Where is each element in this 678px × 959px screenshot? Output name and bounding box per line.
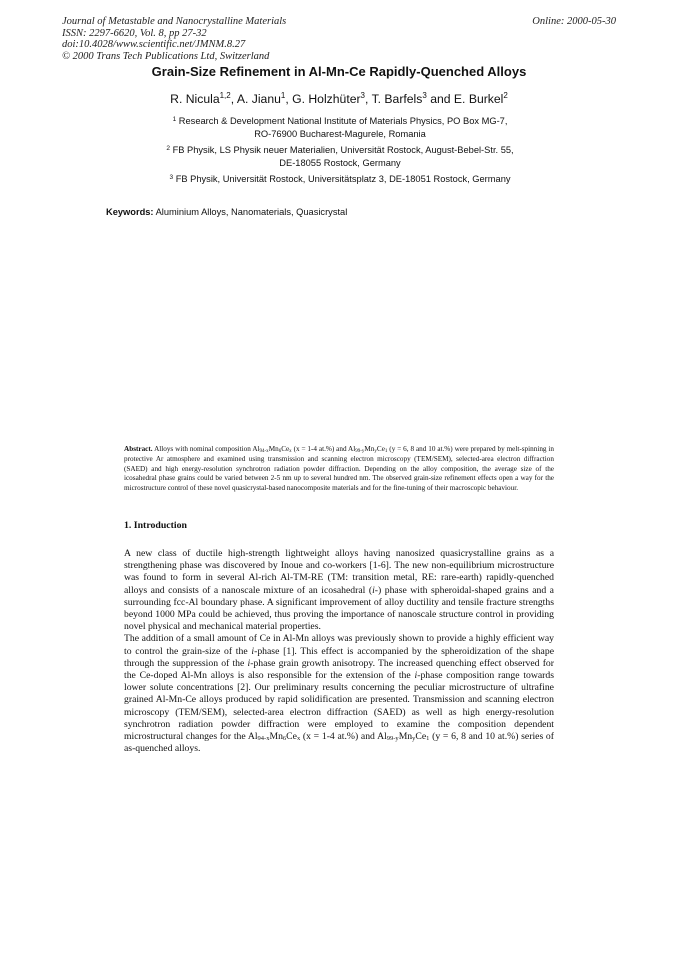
paper-title: Grain-Size Refinement in Al-Mn-Ce Rapidly-Quenched Alloys bbox=[151, 64, 527, 79]
affiliation-mark: 1 bbox=[172, 116, 177, 123]
affiliation-line: Research & Development National Institute of Materials Physics, PO Box MG-7, bbox=[178, 116, 508, 126]
intro-text: A new class of ductile high-strength lightweight alloys having nanosized quasicrystalline grains as a strengthening phase was discovered by Inoue and co-workers [1-6]. The new non-equilibrium microstructure was found to form in several Al-rich Al-TM-RE (TM: transition metal, RE: rare-earth) rapidly-quenched alloys and consists of a nanoscale mixture of an icosahedral ( bbox=[124, 548, 554, 596]
affiliation-2 bbox=[110, 144, 570, 169]
author-affiliation-mark: 2 bbox=[503, 91, 508, 100]
abstract-subscript: 1 bbox=[384, 449, 388, 454]
author-affiliation-mark: 3 bbox=[360, 91, 365, 100]
abstract-subscript: 94-x bbox=[259, 449, 269, 454]
intro-italic: i bbox=[251, 645, 255, 657]
abstract-label: Abstract. bbox=[124, 445, 153, 453]
affiliation-line: DE-18055 Rostock, Germany bbox=[279, 157, 401, 168]
affiliation-mark: 2 bbox=[166, 145, 170, 152]
intro-text: Mn bbox=[398, 731, 413, 743]
author-separator: , bbox=[230, 92, 237, 106]
abstract-text: (y = 6, 8 and 10 at.%) were prepared by melt-spinning in protective Ar atmosphere and examined using transmission and scanning electron microscopy (TEM/SEM), selected-area electron diffraction (SAED) and high energy-resolution synchrotron radiation powder diffraction. Depending on the alloy composition, the average size of the icosahedral phase grains could be varied between 2-5 nm up to several hundred nm. The observed grain-size refinement effects open a way for the microstructure control of these novel quasicrystal-based nanocomposite materials and for the fine-tuning of their macroscopic behaviour. bbox=[124, 445, 555, 493]
intro-subscript: 6 bbox=[282, 735, 287, 743]
intro-paragraph-1 bbox=[124, 548, 554, 633]
abstract-subscript: y bbox=[374, 449, 377, 454]
author-affiliation-mark: 3 bbox=[422, 91, 427, 100]
author-separator: , bbox=[365, 92, 372, 106]
intro-text: The addition of a small amount of Ce in Al-Mn alloys was previously shown to provide a highly efficient way to control the grain-size of the bbox=[124, 633, 554, 657]
abstract-subscript: 99-y bbox=[355, 449, 365, 454]
author-separator: and bbox=[426, 92, 454, 106]
affiliation-line: FB Physik, Universität Rostock, Universitätsplatz 3, DE-18051 Rostock, Germany bbox=[175, 174, 511, 184]
intro-text: -phase composition range towards lower solute concentrations [2]. Our preliminary results concerning the peculiar microstructure of ultrafine grained Al-Mn-Ce alloys produced by rapid solidification are presented. Transmission and scanning electron microscopy (TEM/SEM), selected-area electron diffraction (SAED) as well as high energy-resolution synchrotron radiation powder diffraction were employed to examine the composition dependent microstructural changes for the Al bbox=[124, 670, 555, 743]
intro-italic: i bbox=[414, 670, 418, 682]
abstract-text: Mn bbox=[268, 445, 279, 453]
online-date: Online: 2000-05-30 bbox=[532, 16, 616, 27]
affiliation-mark: 3 bbox=[169, 174, 174, 181]
intro-subscript: 94-x bbox=[257, 735, 270, 743]
author-list bbox=[0, 92, 678, 106]
intro-text: -phase [1]. This effect is accompanied by the spheroidization of the shape through the suppression of the bbox=[124, 645, 554, 669]
journal-doi[interactable]: doi:10.4028/www.scientific.net/JMNM.8.27 bbox=[62, 39, 246, 51]
abstract-text: Ce bbox=[376, 445, 385, 453]
keywords bbox=[106, 207, 586, 217]
intro-text: Ce bbox=[286, 731, 297, 743]
journal-name: Journal of Metastable and Nanocrystalline Materials bbox=[62, 16, 287, 27]
intro-text: (y = 6, 8 and 10 at.%) series of as-quenched alloys. bbox=[124, 731, 554, 755]
keywords-label: Keywords: bbox=[106, 207, 154, 217]
abstract-text: Mn bbox=[364, 445, 375, 453]
intro-subscript: y bbox=[412, 735, 416, 743]
affiliation-1 bbox=[110, 115, 570, 140]
journal-info bbox=[62, 16, 422, 62]
abstract bbox=[124, 445, 554, 494]
affiliation-3 bbox=[110, 173, 570, 186]
intro-subscript: 1 bbox=[426, 735, 430, 743]
journal-copyright: © 2000 Trans Tech Publications Ltd, Switzerland bbox=[62, 50, 270, 62]
author-affiliation-mark: 1,2 bbox=[219, 91, 231, 100]
affiliation-line: FB Physik, LS Physik neuer Materialien, Universität Rostock, August-Bebel-Str. 55, bbox=[172, 145, 514, 155]
abstract-text: Ce bbox=[281, 445, 290, 453]
intro-subscript: 99-y bbox=[386, 735, 399, 743]
intro-text: ) phase with spheroidal-shaped grains and a surrounding fcc-Al boundary phase. A significant improvement of alloy ductility and tensile fracture strengths beyond 1000 MPa could be achieved, thus proving the importance of nanoscale structure control in providing novel physical and mechanical material properties. bbox=[124, 584, 554, 633]
author-name: E. Burkel bbox=[453, 92, 504, 106]
intro-text: -phase grain growth anisotropy. The increased quenching effect observed for the Ce-doped Al-Mn alloys is also responsible for the extension of the bbox=[124, 657, 554, 682]
author-name: T. Barfels bbox=[371, 92, 423, 106]
author-separator: , bbox=[285, 92, 293, 106]
abstract-text: Alloys with nominal composition Al bbox=[154, 445, 260, 453]
intro-paragraph-2 bbox=[124, 633, 554, 755]
author-name: A. Jianu bbox=[236, 92, 281, 106]
author-name: R. Nicula bbox=[170, 92, 220, 106]
journal-issn: ISSN: 2297-6620, Vol. 8, pp 27-32 bbox=[62, 27, 207, 39]
intro-text: Ce bbox=[415, 731, 427, 743]
intro-text: (x = 1-4 at.%) and Al bbox=[300, 731, 387, 743]
affiliation-line: RO-76900 Bucharest-Magurele, Romania bbox=[254, 128, 426, 139]
intro-text: Mn bbox=[269, 731, 283, 743]
abstract-subscript: x bbox=[289, 449, 292, 454]
intro-subscript: x bbox=[296, 735, 301, 743]
abstract-text: (x = 1-4 at.%) and Al bbox=[291, 445, 356, 453]
intro-italic: i- bbox=[372, 584, 379, 596]
author-name: G. Holzhüter bbox=[292, 92, 361, 106]
intro-italic: i bbox=[247, 657, 251, 669]
author-affiliation-mark: 1 bbox=[280, 91, 286, 100]
keywords-text: Aluminium Alloys, Nanomaterials, Quasicrystal bbox=[155, 207, 348, 217]
abstract-subscript: 6 bbox=[278, 449, 282, 454]
introduction-body bbox=[124, 548, 554, 755]
section-heading-introduction: 1. Introduction bbox=[124, 520, 187, 531]
